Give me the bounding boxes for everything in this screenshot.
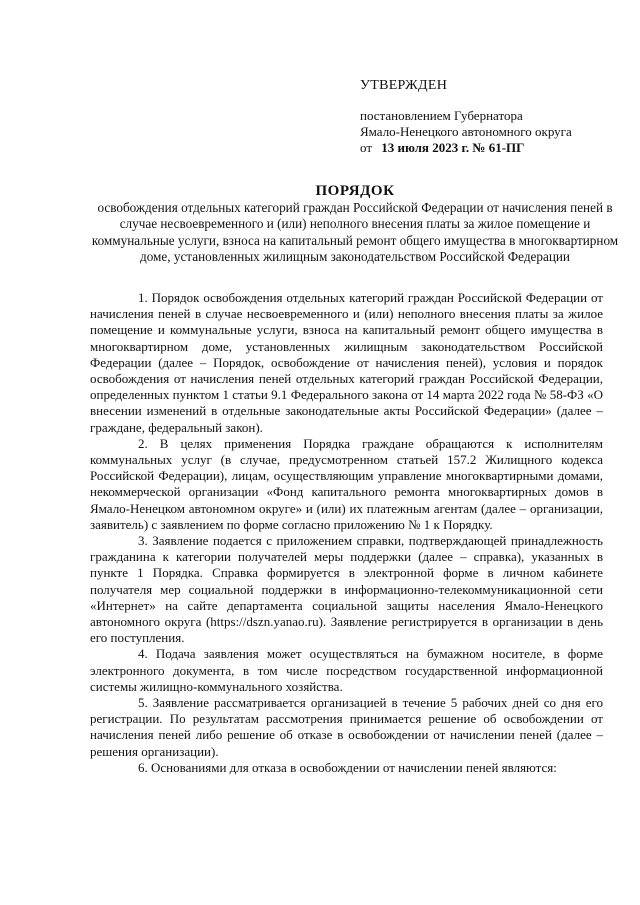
approval-line-1: постановлением Губернатора [360, 108, 523, 123]
paragraph-3: 3. Заявление подается с приложением справки, подтверждающей принадлежность гражданина к категории получателей меры поддержки (далее – справка), указанных в пункте 1 Порядка. Справка формируется в электронной форме в личном кабинете получателя мер социальной поддержки в информационно-телекоммуникационной сети «Интернет» на сайте департамента социальной защиты населения Ямало-Ненецкого автономного округа (https://dszn.yanao.ru). Заявление регистрируется в организации в день его поступления. [90, 533, 603, 646]
document-title: ПОРЯДОК [315, 183, 395, 199]
approval-heading: УТВЕРЖДЕН [360, 78, 448, 93]
paragraph-5: 5. Заявление рассматривается организацией в течение 5 рабочих дней со дня его регистрации. По результатам рассмотрения принимается решение об освобождении от начисления пеней либо решение об отказе в освобождении от начислении пеней (далее – решения организации). [90, 695, 603, 759]
approval-stamp [360, 78, 630, 156]
approval-date-prefix: от [360, 140, 373, 155]
paragraph-1: 1. Порядок освобождения отдельных категорий граждан Российской Федерации от начисления пеней в случае несвоевременного и (или) неполного внесения платы за жилое помещение и коммунальные услуги, взноса на капитальный ремонт общего имущества в многоквартирном доме, установленных жилищным законодательством Российской Федерации (далее – Порядок, освобождение от начисления пеней), условия и порядок освобождения от начисления пеней отдельных категорий граждан Российской Федерации, определенных пунктом 1 статьи 9.1 Федерального закона от 14 марта 2022 года № 58-ФЗ «О внесении изменений в отдельные законодательные акты Российской Федерации» (далее – граждане, федеральный закон). [90, 290, 603, 435]
approval-line-2: Ямало-Ненецкого автономного округа [360, 124, 572, 139]
approval-date-line [360, 140, 630, 156]
document-subtitle: освобождения отдельных категорий граждан Российской Федерации от начисления пеней в случае несвоевременного и (или) неполного внесения платы за жилое помещение и коммунальные услуги, взноса на капитальный ремонт общего имущества в многоквартирном доме, установленных жилищным законодательством Российской Федерации [91, 200, 619, 264]
paragraph-2: 2. В целях применения Порядка граждане обращаются к исполнителям коммунальных услуг (в случае, предусмотренном статьей 157.2 Жилищного кодекса Российской Федерации), лицам, осуществляющим управление многоквартирными домами, некоммерческой организации «Фонд капитального ремонта многоквартирных домов в Ямало-Ненецком автономном округе» и (или) их платежным агентам (далее – организации, заявитель) с заявлением по форме согласно приложению № 1 к Порядку. [90, 435, 603, 532]
paragraph-6: 6. Основаниями для отказа в освобождении от начислении пеней являются: [138, 759, 557, 775]
paragraph-4: 4. Подача заявления может осуществляться на бумажном носителе, в форме электронного документа, в том числе посредством государственной информационной системы жилищно-коммунального хозяйства. [90, 646, 603, 694]
approval-date-value: 13 июля 2023 г. № 61-ПГ [381, 140, 525, 155]
document-title-block [90, 182, 620, 265]
document-body [90, 290, 603, 776]
